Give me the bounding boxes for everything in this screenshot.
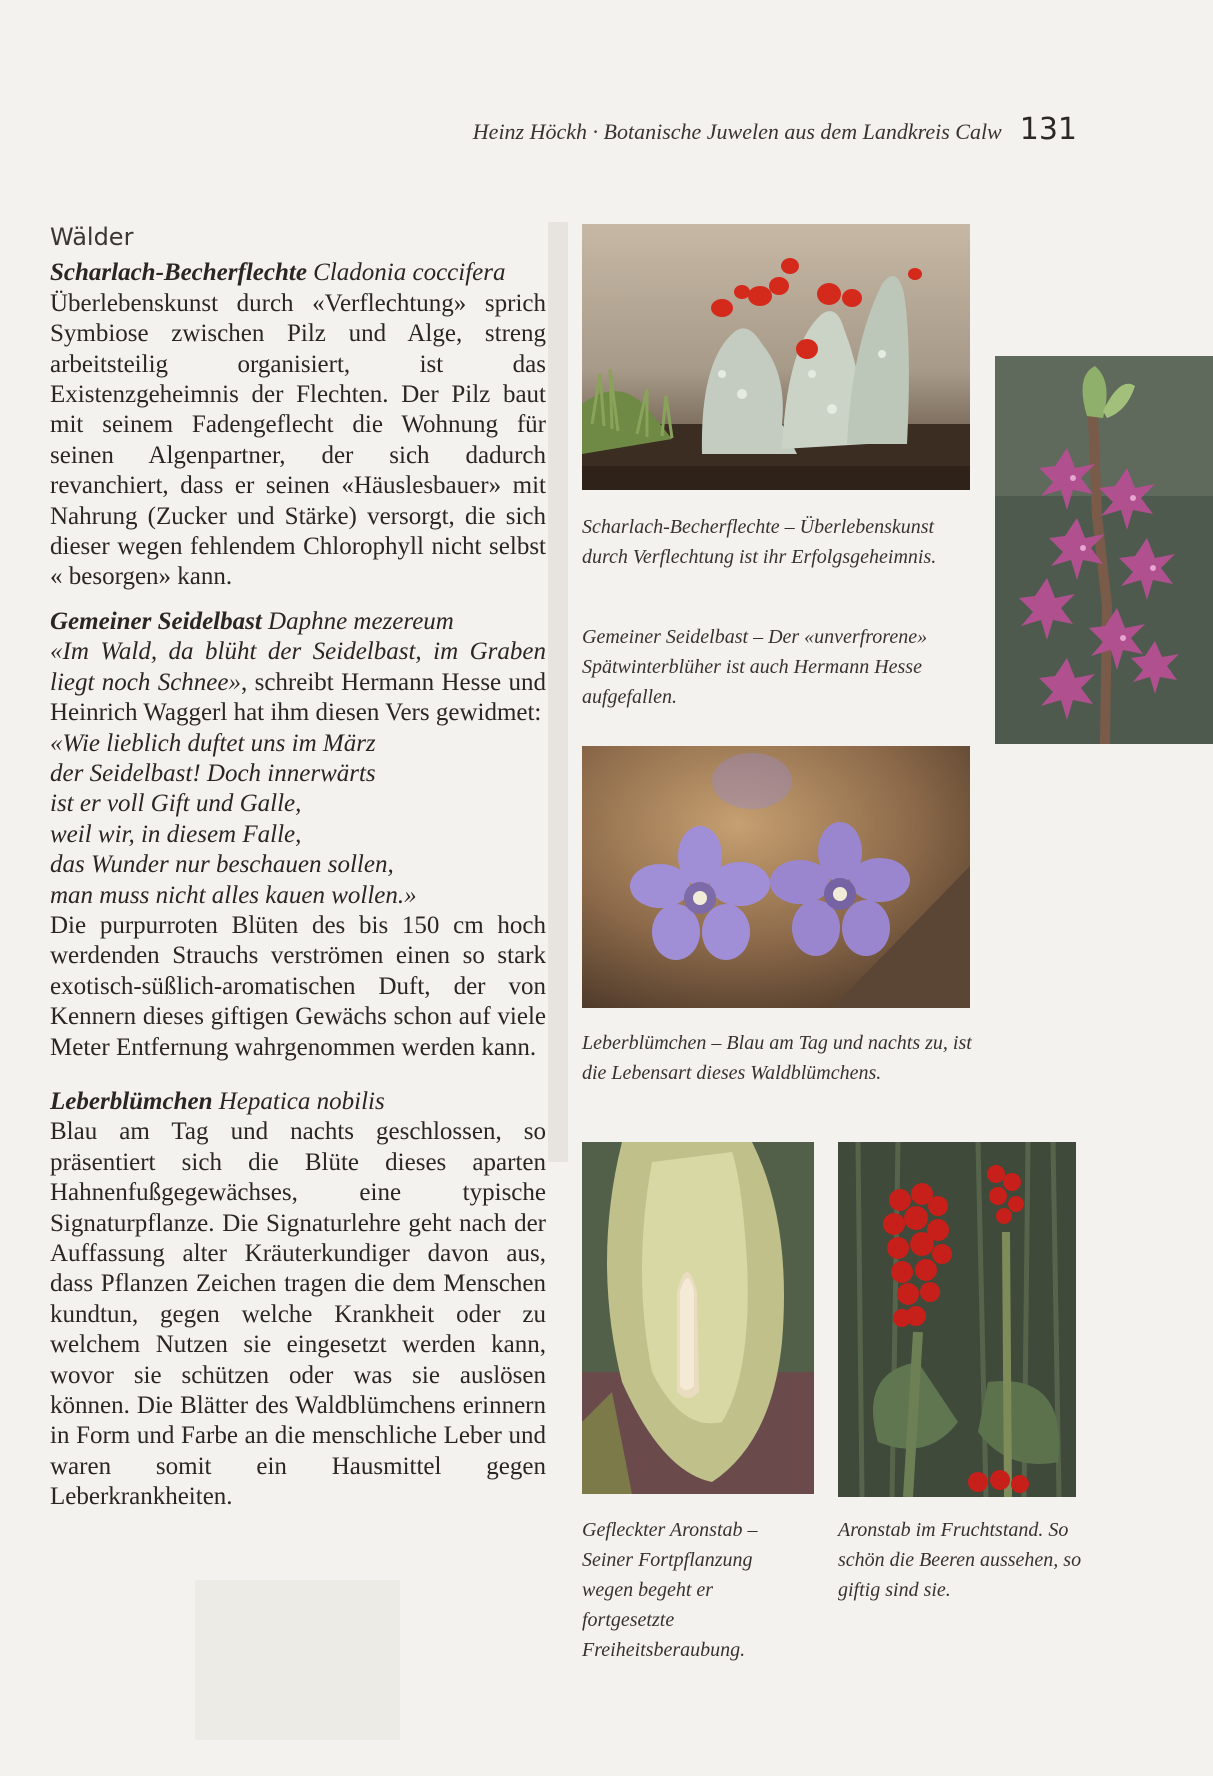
running-head: Heinz Höckh · Botanische Juwelen aus dem Landkreis Calw: [472, 119, 1002, 144]
daphne-image: [995, 356, 1213, 744]
verse-line: weil wir, in diesem Falle,: [50, 820, 302, 848]
photo-aronstab: [582, 1142, 814, 1494]
entry-body: Überlebenskunst durch «Verflechtung» sprich Symbiose zwischen Pilz und Alge, streng arbeitsteilig organisiert, ist das Existenzgeheimnis der Flechten. Der Pilz baut mit seinem Fadengeflecht die Wohnung für seinen Algenpartner, der sich dadurch revanchiert, dass er seinen «Häuslesbauer» mit Nahrung (Zucker und Stärke) versorgt, die sich dieser wegen fehlendem Chlorophyll nicht selbst « besorgen» kann.: [50, 289, 546, 591]
common-name: Gemeiner Seidelbast: [50, 607, 262, 635]
waggerl-verse: [50, 729, 546, 911]
common-name: Leberblümchen: [50, 1087, 213, 1115]
verse-line: man muss nicht alles kauen wollen.»: [50, 881, 417, 909]
lichen-image: [582, 224, 970, 490]
caption-aronstab-frucht: Aronstab im Fruchtstand. So schön die Beeren aussehen, so giftig sind sie.: [838, 1519, 1082, 1601]
page-header: [473, 112, 1077, 147]
common-name: Scharlach-Becherflechte: [50, 259, 307, 287]
verse-line: das Wunder nur beschauen sollen,: [50, 851, 394, 879]
section-label: Wälder: [50, 223, 134, 251]
quote-attribution: , schreibt Hermann Hesse und Heinrich Waggerl hat ihm diesen Vers gewidmet:: [50, 668, 546, 727]
photo-aronstab-frucht: [838, 1142, 1076, 1497]
entry-title: [50, 1087, 546, 1117]
entry-body: Blau am Tag und nachts geschlossen, so präsentiert sich die Blüte dieses aparten Hahnenfußgegewächses, eine typische Signaturpflanze. Die Signaturlehre geht nach der Auffassung alter Kräuterkundiger davon aus, dass Pflanzen Zeichen tragen die dem Menschen kundtun, gegen welche Krankheit oder zu welchem Nutzen sie eingesetzt werden kann, wovor sie schützen oder was sie auslösen können. Die Blätter des Waldblümchens erinnern in Form und Farbe an die menschliche Leber und waren somit ein Hausmittel gegen Leberkrankheiten.: [50, 1118, 546, 1511]
caption-becherflechte: Scharlach-Becherflechte – Überlebenskunst durch Verflechtung ist ihr Erfolgsgeheimnis.: [582, 516, 937, 568]
entry-quote-paragraph: [50, 637, 546, 728]
caption-seidelbast: Gemeiner Seidelbast – Der «unverfrorene» Spätwinterblüher ist auch Hermann Hesse aufgefallen.: [582, 626, 928, 708]
photo-leberbluemchen: [582, 746, 970, 1008]
entry-title: [50, 258, 546, 288]
caption-aronstab: Gefleckter Aronstab – Seiner Fortpflanzung wegen begeht er fortgesetzte Freiheitsberaubung.: [582, 1519, 758, 1661]
photo-becherflechte: [582, 224, 970, 490]
verse-line: «Wie lieblich duftet uns im März: [50, 729, 376, 757]
latin-name: Daphne mezereum: [268, 607, 454, 635]
arum-fruit-image: [838, 1142, 1076, 1497]
page-number: 131: [1019, 112, 1077, 147]
hesse-quote: «Im Wald, da blüht der Seidelbast, im Graben liegt noch Schnee»: [50, 638, 546, 696]
bleed-through-block: [548, 222, 568, 1162]
entry-title: [50, 607, 546, 637]
caption-leberbluemchen: Leberblümchen – Blau am Tag und nachts zu, ist die Lebensart dieses Waldblümchens.: [582, 1032, 972, 1084]
latin-name: Hepatica nobilis: [218, 1087, 385, 1115]
arum-image: [582, 1142, 814, 1494]
photo-seidelbast: [995, 356, 1213, 744]
verse-line: der Seidelbast! Doch innerwärts: [50, 759, 376, 787]
bleed-through-block: [195, 1580, 400, 1740]
entry-body: Die purpurroten Blüten des bis 150 cm hoch werdenden Strauchs verströmen einen so stark exotisch-süßlich-aromatischen Duft, der von Kennern dieses giftigen Gewächs schon auf viele Meter Entfernung wahrgenommen werden kann.: [50, 911, 546, 1061]
article-text: [50, 222, 546, 1513]
verse-line: ist er voll Gift und Galle,: [50, 790, 302, 818]
latin-name: Cladonia coccifera: [313, 259, 506, 287]
hepatica-image: [582, 746, 970, 1008]
